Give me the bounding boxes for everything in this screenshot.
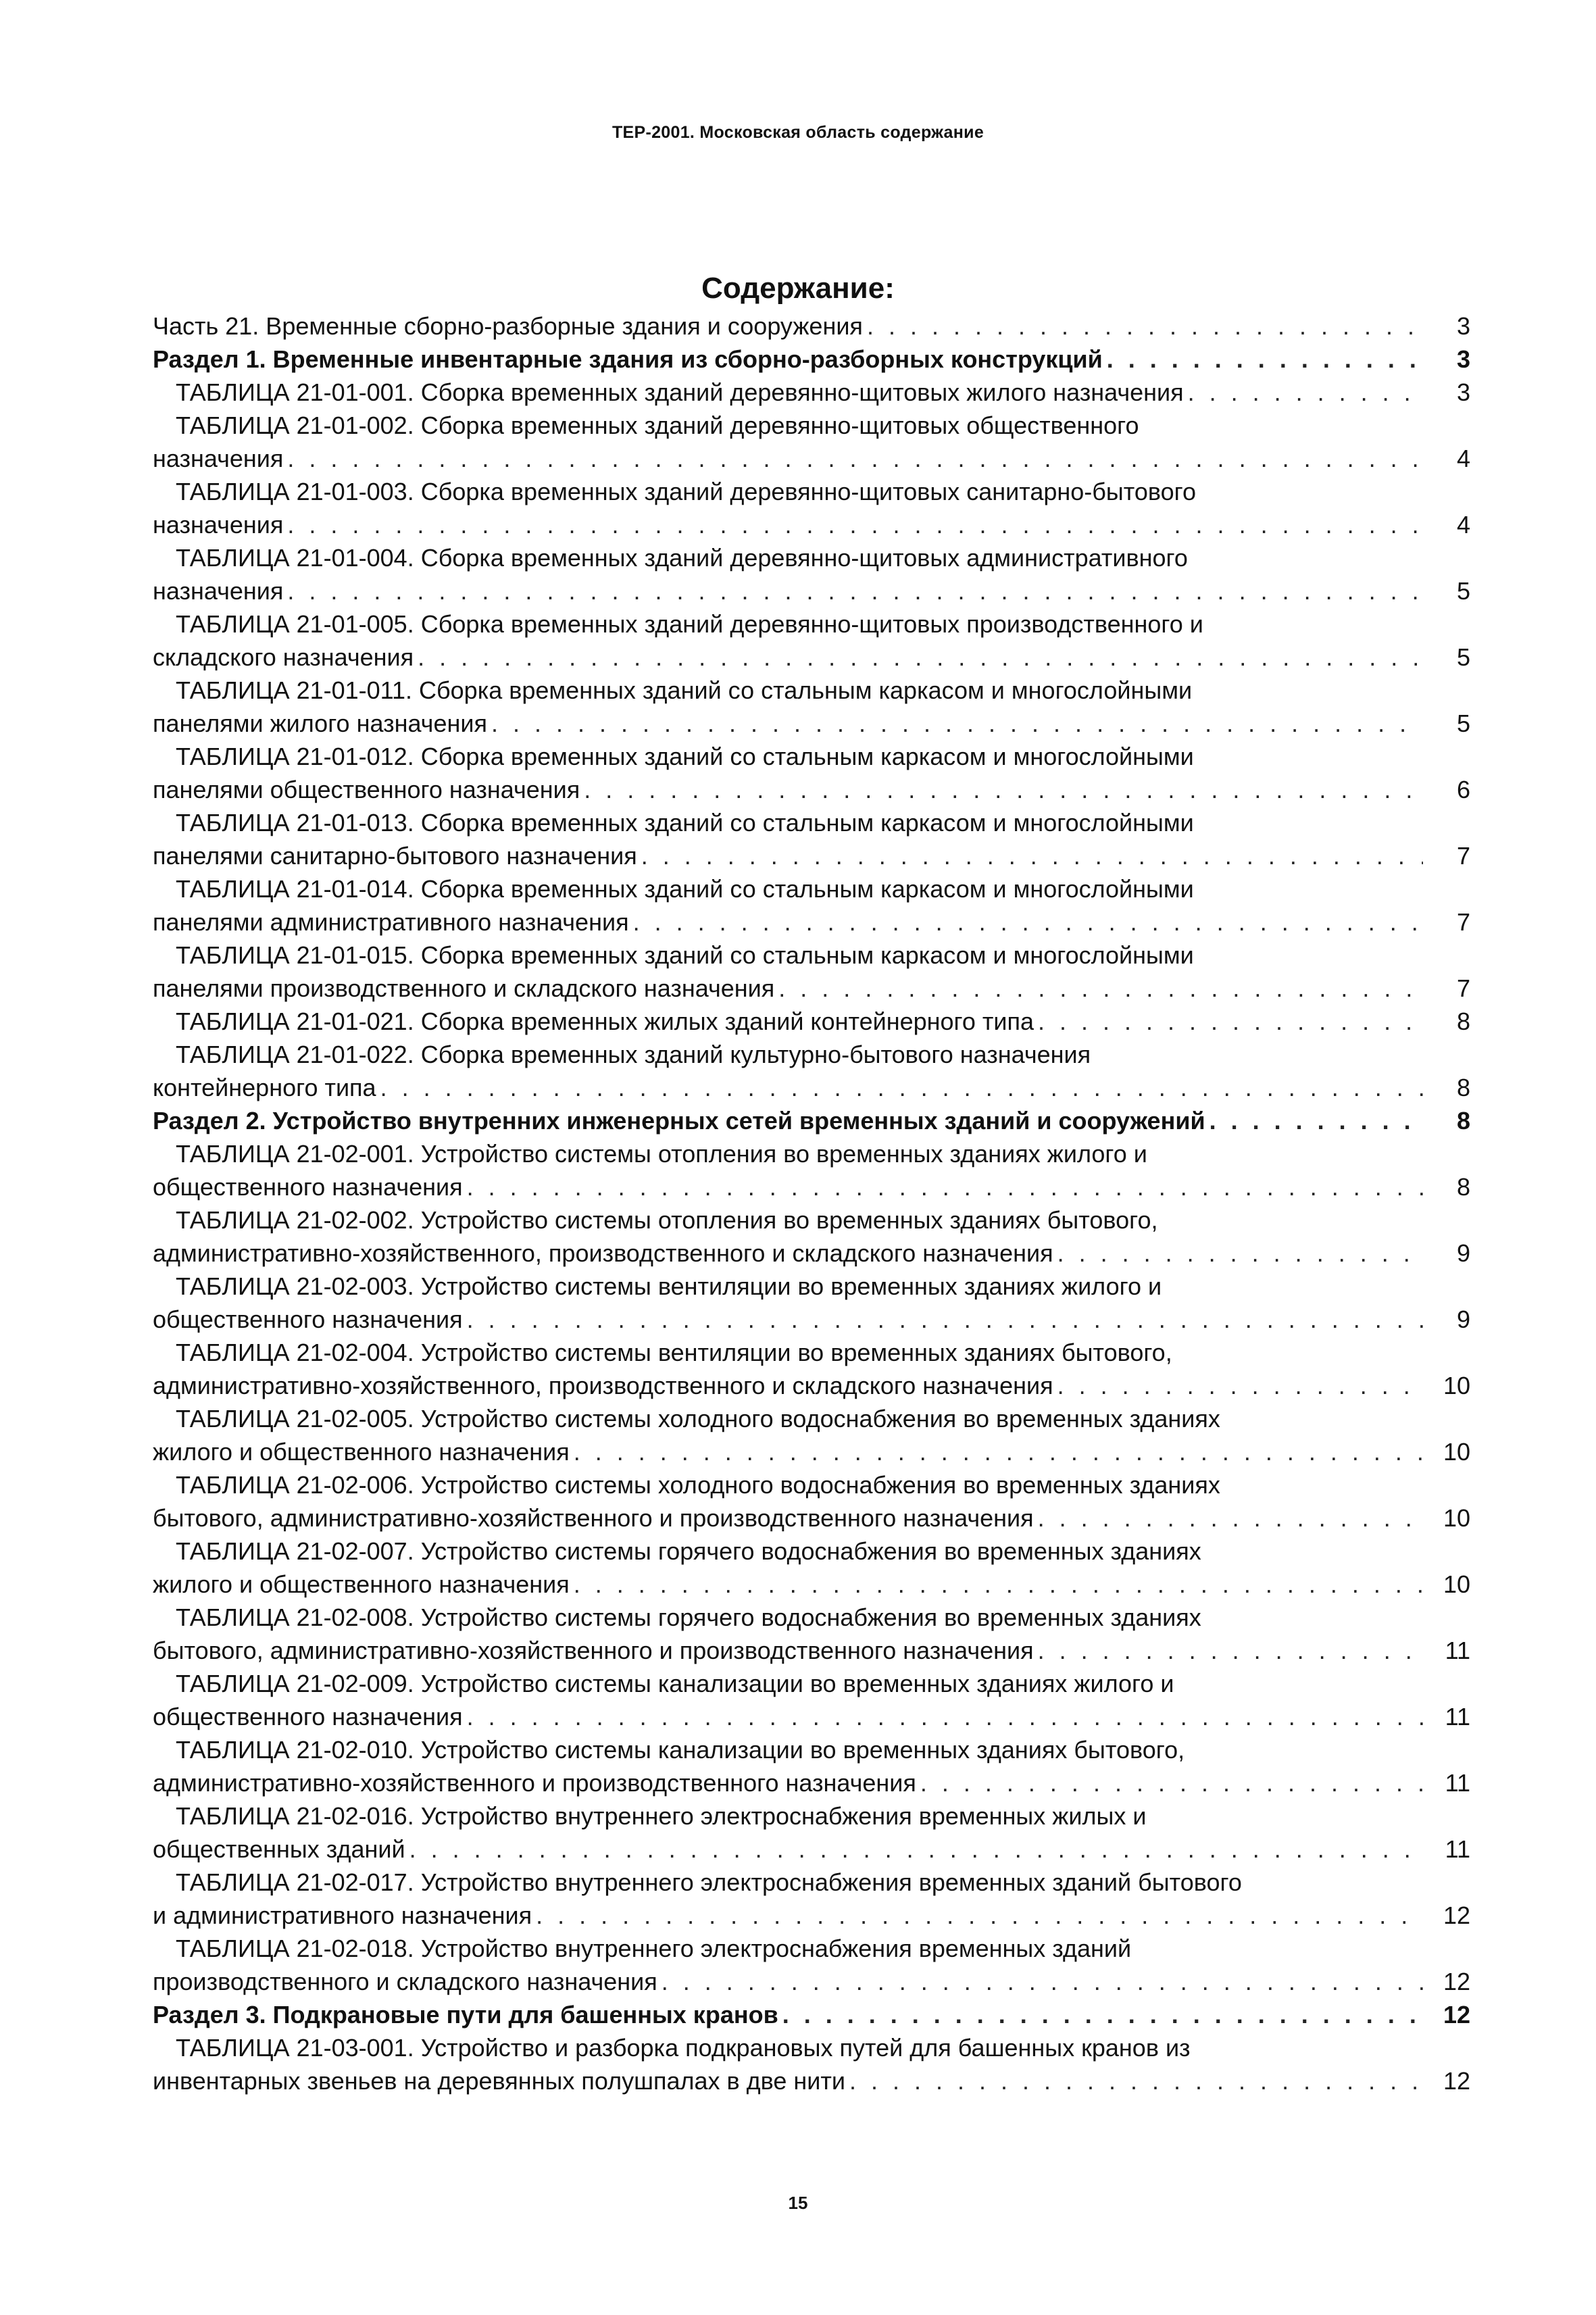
toc-entry-title: Раздел 1. Временные инвентарные здания из сборно-разборных конструкций [153, 345, 1103, 373]
toc-table-entry[interactable] [153, 1932, 1470, 1998]
toc-entry-title-line: ТАБЛИЦА 21-02-009. Устройство системы канализации во временных зданиях жилого и [176, 1670, 1174, 1697]
toc-entry-title-continuation: жилого и общественного назначения [153, 1570, 570, 1598]
toc-table-entry[interactable] [153, 1799, 1470, 1866]
toc-page-number: 11 [1445, 1769, 1470, 1797]
toc-entry-title-continuation: панелями административного назначения [153, 908, 629, 936]
toc-entry-title-line: ТАБЛИЦА 21-01-022. Сборка временных зданий культурно-бытового назначения [176, 1041, 1091, 1068]
toc-page-number: 5 [1456, 710, 1470, 737]
toc-entry-title-line: ТАБЛИЦА 21-01-012. Сборка временных зданий со стальным каркасом и многослойными [176, 743, 1194, 770]
dot-leader [380, 1071, 1423, 1104]
toc-page-number: 10 [1443, 1570, 1470, 1598]
toc-entry-title-line: ТАБЛИЦА 21-02-004. Устройство системы вентиляции во временных зданиях бытового, [176, 1339, 1172, 1366]
toc-entry-title-continuation: бытового, административно-хозяйственного и производственного назначения [153, 1504, 1034, 1532]
toc-page-number: 5 [1456, 643, 1470, 671]
toc-entry-title-continuation: складского назначения [153, 643, 414, 671]
dot-leader [409, 1833, 1423, 1866]
toc-page-number: 7 [1456, 908, 1470, 936]
toc-page-number: 10 [1443, 1438, 1470, 1466]
toc-table-entry[interactable] [153, 872, 1470, 939]
toc-page-number: 8 [1456, 1173, 1470, 1201]
toc-entry-title-continuation: панелями жилого назначения [153, 710, 487, 737]
toc-entry-title-continuation: общественных зданий [153, 1835, 405, 1863]
toc-entry-title-line: ТАБЛИЦА 21-02-016. Устройство внутреннего электроснабжения временных жилых и [176, 1802, 1147, 1830]
toc-entry-title-line: ТАБЛИЦА 21-01-014. Сборка временных зданий со стальным каркасом и многослойными [176, 875, 1194, 903]
toc-table-entry[interactable] [153, 475, 1470, 541]
toc-page-number: 4 [1456, 511, 1470, 539]
toc-section-entry[interactable] [153, 343, 1470, 376]
dot-leader [849, 2064, 1423, 2097]
dot-leader [574, 1568, 1423, 1601]
toc-page-number: 4 [1456, 445, 1470, 472]
toc-table-entry[interactable] [153, 1601, 1470, 1667]
dot-leader [1038, 1005, 1423, 1038]
toc-entry-title-line: ТАБЛИЦА 21-01-004. Сборка временных зданий деревянно-щитовых административного [176, 544, 1188, 572]
toc-table-entry[interactable] [153, 1468, 1470, 1535]
toc-entry-title-continuation: административно-хозяйственного, производственного и складского назначения [153, 1239, 1053, 1267]
toc-entry-title-continuation: и административного назначения [153, 1901, 532, 1929]
toc-table-entry[interactable] [153, 1535, 1470, 1601]
toc-table-entry[interactable] [153, 607, 1470, 674]
dot-leader [633, 905, 1423, 939]
dot-leader [287, 442, 1423, 475]
toc-page-number: 5 [1456, 577, 1470, 605]
toc-entry-title-continuation: производственного и складского назначения [153, 1968, 657, 1995]
toc-table-entry[interactable] [153, 2031, 1470, 2097]
toc-table-entry[interactable] [153, 674, 1470, 740]
toc-page-number: 11 [1445, 1703, 1470, 1731]
toc-table-entry[interactable] [153, 1733, 1470, 1799]
toc-entry-title: ТАБЛИЦА 21-01-021. Сборка временных жилых зданий контейнерного типа [176, 1007, 1034, 1035]
toc-table-entry[interactable] [153, 1005, 1470, 1038]
toc-table-entry[interactable] [153, 1270, 1470, 1336]
toc-entry-title-continuation: бытового, административно-хозяйственного и производственного назначения [153, 1637, 1034, 1664]
toc-table-entry[interactable] [153, 541, 1470, 607]
dot-leader [418, 641, 1423, 674]
dot-leader [287, 574, 1423, 607]
toc-entry-title-continuation: общественного назначения [153, 1703, 463, 1731]
toc-page-number: 6 [1456, 776, 1470, 803]
toc-entry-title-continuation: назначения [153, 445, 284, 472]
dot-leader [641, 839, 1423, 872]
toc-entry-title: ТАБЛИЦА 21-01-001. Сборка временных зданий деревянно-щитовых жилого назначения [176, 378, 1184, 406]
toc-entry-title-line: ТАБЛИЦА 21-01-003. Сборка временных зданий деревянно-щитовых санитарно-бытового [176, 478, 1196, 505]
dot-leader [867, 309, 1423, 343]
toc-entry-title-continuation: панелями санитарно-бытового назначения [153, 842, 637, 870]
toc-entry-title-continuation: назначения [153, 511, 284, 539]
toc-entry-title-line: ТАБЛИЦА 21-02-003. Устройство системы вентиляции во временных зданиях жилого и [176, 1272, 1162, 1300]
toc-page-number: 12 [1443, 1901, 1470, 1929]
toc-page-number: 12 [1443, 2001, 1470, 2028]
page-number: 15 [788, 2193, 808, 2213]
toc-entry-title-line: ТАБЛИЦА 21-01-011. Сборка временных зданий со стальным каркасом и многослойными [176, 676, 1193, 704]
dot-leader [662, 1965, 1423, 1998]
toc-table-entry[interactable] [153, 1336, 1470, 1402]
dot-leader [1057, 1237, 1423, 1270]
toc-table-entry[interactable] [153, 1402, 1470, 1468]
toc-page-number: 7 [1456, 974, 1470, 1002]
dot-leader [536, 1899, 1423, 1932]
toc-entry-title-continuation: инвентарных звеньев на деревянных полушпалах в две нити [153, 2067, 845, 2095]
toc-table-entry[interactable] [153, 1137, 1470, 1203]
toc-entry-title-line: ТАБЛИЦА 21-01-005. Сборка временных зданий деревянно-щитовых производственного и [176, 610, 1203, 638]
dot-leader [1107, 343, 1423, 376]
toc-table-entry[interactable] [153, 1866, 1470, 1932]
toc-entry-title-continuation: общественного назначения [153, 1173, 463, 1201]
toc-table-entry[interactable] [153, 740, 1470, 806]
toc-page-number: 11 [1445, 1835, 1470, 1863]
dot-leader [1057, 1369, 1423, 1402]
dot-leader [920, 1766, 1423, 1799]
dot-leader [584, 773, 1423, 806]
dot-leader [1038, 1501, 1423, 1535]
dot-leader [1210, 1104, 1423, 1137]
toc-entry-title-continuation: панелями общественного назначения [153, 776, 580, 803]
toc-page-number: 11 [1445, 1637, 1470, 1664]
toc-page-number: 7 [1456, 842, 1470, 870]
toc-page-number: 3 [1456, 378, 1470, 406]
toc-page-number: 8 [1456, 1007, 1470, 1035]
toc-table-entry[interactable] [153, 939, 1470, 1005]
toc-page-number: 9 [1456, 1305, 1470, 1333]
toc-page-number: 12 [1443, 2067, 1470, 2095]
toc-table-entry[interactable] [153, 1203, 1470, 1270]
running-header: ТЕР-2001. Московская область содержание [612, 123, 984, 142]
toc-table-entry[interactable] [153, 1667, 1470, 1733]
toc-page-number: 9 [1456, 1239, 1470, 1267]
dot-leader [287, 508, 1423, 541]
toc-entry-title-line: ТАБЛИЦА 21-02-018. Устройство внутреннего электроснабжения временных зданий [176, 1935, 1132, 1962]
toc-page-number: 10 [1443, 1372, 1470, 1399]
toc-page-number: 8 [1456, 1107, 1470, 1135]
toc-page-number: 3 [1456, 312, 1470, 340]
toc-table-entry[interactable] [153, 1038, 1470, 1104]
toc-table-entry[interactable] [153, 806, 1470, 872]
toc-entry-title-line: ТАБЛИЦА 21-02-010. Устройство системы канализации во временных зданиях бытового, [176, 1736, 1185, 1764]
dot-leader [1188, 376, 1423, 409]
toc-entry-title-continuation: административно-хозяйственного и производственного назначения [153, 1769, 916, 1797]
toc-entry-title-line: ТАБЛИЦА 21-02-002. Устройство системы отопления во временных зданиях бытового, [176, 1206, 1158, 1234]
toc-page-number: 3 [1456, 345, 1470, 373]
toc-entry-title-line: ТАБЛИЦА 21-02-001. Устройство системы отопления во временных зданиях жилого и [176, 1140, 1147, 1168]
toc-entry-title-line: ТАБЛИЦА 21-02-007. Устройство системы горячего водоснабжения во временных зданиях [176, 1537, 1201, 1565]
toc-section-entry[interactable] [153, 1104, 1470, 1137]
toc-entry-title: Раздел 3. Подкрановые пути для башенных кранов [153, 2001, 778, 2028]
toc-table-entry[interactable] [153, 409, 1470, 475]
toc-entry-title-line: ТАБЛИЦА 21-02-017. Устройство внутреннего электроснабжения временных зданий бытового [176, 1868, 1242, 1896]
toc-entry-title-line: ТАБЛИЦА 21-02-006. Устройство системы холодного водоснабжения во временных зданиях [176, 1471, 1220, 1499]
dot-leader [467, 1700, 1423, 1733]
toc-entry-title-line: ТАБЛИЦА 21-01-013. Сборка временных зданий со стальным каркасом и многослойными [176, 809, 1194, 837]
dot-leader [782, 1998, 1423, 2031]
dot-leader [778, 972, 1423, 1005]
toc-entry-title-line: ТАБЛИЦА 21-02-005. Устройство системы холодного водоснабжения во временных зданиях [176, 1405, 1220, 1433]
dot-leader [467, 1303, 1423, 1336]
toc-page-number: 8 [1456, 1074, 1470, 1101]
toc-entry-title-continuation: панелями производственного и складского назначения [153, 974, 775, 1002]
dot-leader [1038, 1634, 1423, 1667]
toc-entry-title-continuation: общественного назначения [153, 1305, 463, 1333]
toc-entry-title-continuation: назначения [153, 577, 284, 605]
toc-page-number: 12 [1443, 1968, 1470, 1995]
toc-section-entry[interactable] [153, 1998, 1470, 2031]
toc-entry-title-line: ТАБЛИЦА 21-02-008. Устройство системы горячего водоснабжения во временных зданиях [176, 1603, 1201, 1631]
toc-entry-title-line: ТАБЛИЦА 21-01-002. Сборка временных зданий деревянно-щитовых общественного [176, 412, 1139, 439]
toc-entry-title-line: ТАБЛИЦА 21-03-001. Устройство и разборка подкрановых путей для башенных кранов из [176, 2034, 1191, 2062]
dot-leader [574, 1435, 1423, 1468]
table-of-contents [153, 309, 1470, 2097]
toc-entry-title-continuation: контейнерного типа [153, 1074, 376, 1101]
toc-entry-title-line: ТАБЛИЦА 21-01-015. Сборка временных зданий со стальным каркасом и многослойными [176, 941, 1194, 969]
dot-leader [467, 1170, 1423, 1203]
toc-entry-title: Раздел 2. Устройство внутренних инженерных сетей временных зданий и сооружений [153, 1107, 1205, 1135]
toc-entry-title: Часть 21. Временные сборно-разборные здания и сооружения [153, 312, 863, 340]
dot-leader [491, 707, 1423, 740]
toc-title: Содержание: [701, 272, 895, 305]
toc-table-entry[interactable] [153, 376, 1470, 409]
toc-part-entry[interactable] [153, 309, 1470, 343]
toc-entry-title-continuation: жилого и общественного назначения [153, 1438, 570, 1466]
toc-page-number: 10 [1443, 1504, 1470, 1532]
toc-entry-title-continuation: административно-хозяйственного, производственного и складского назначения [153, 1372, 1053, 1399]
